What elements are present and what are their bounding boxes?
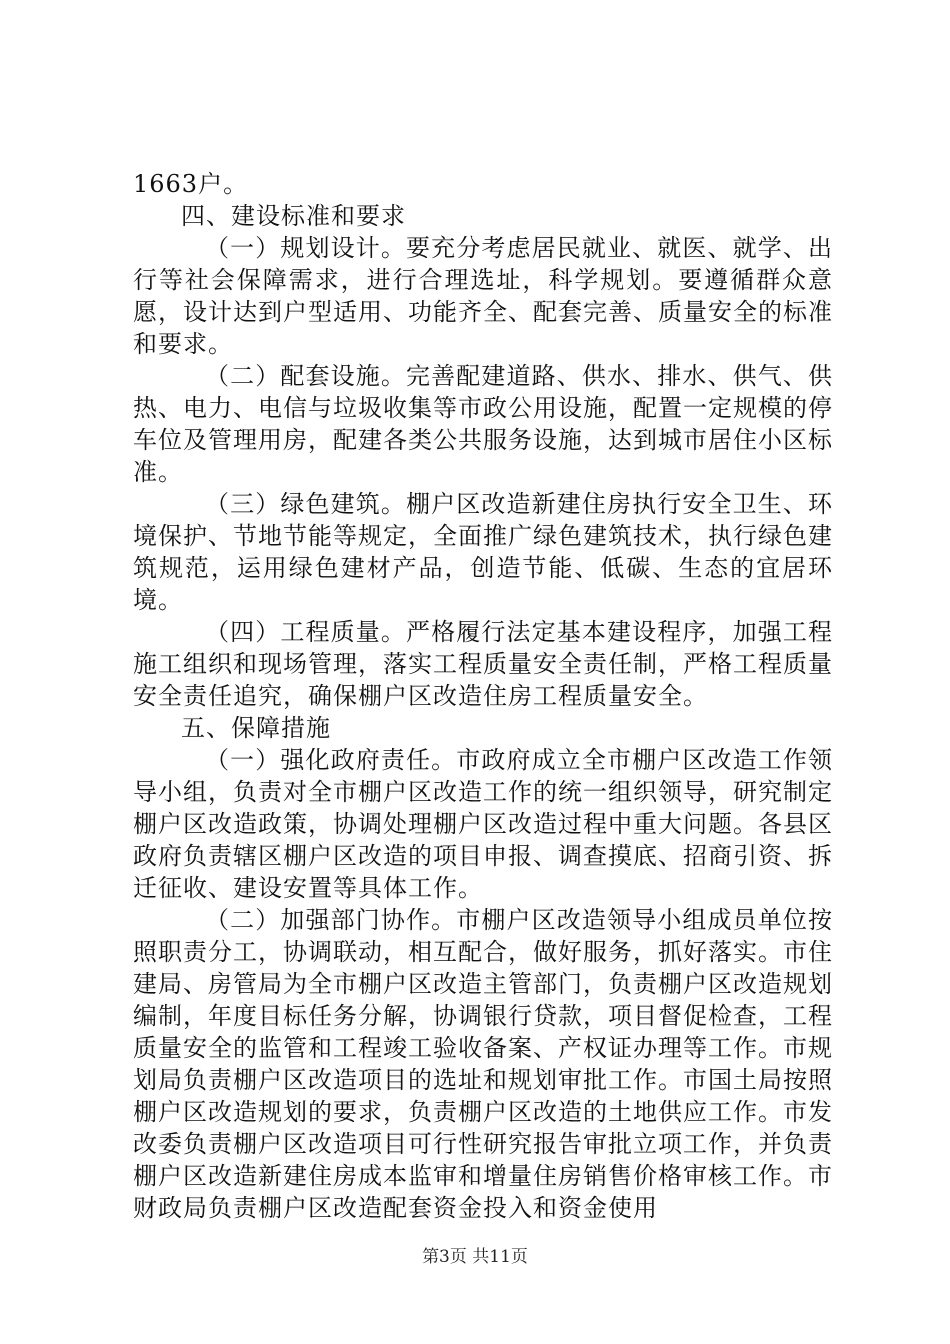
paragraph-supporting-facilities: （二）配套设施。完善配建道路、供水、排水、供气、供热、电力、电信与垃圾收集等市政公用设施，配置一定规模的停车位及管理用房，配建各类公共服务设施，达到城市居住小区标准。 xyxy=(133,362,833,486)
section-heading-safeguards: 五、保障措施 xyxy=(181,714,331,742)
page-number-footer: 第3页 共11页 xyxy=(422,1247,528,1267)
paragraph-department-cooperation: （二）加强部门协作。市棚户区改造领导小组成员单位按照职责分工，协调联动，相互配合，做好服务，抓好落实。市住建局、房管局为全市棚户区改造主管部门，负责棚户区改造规划编制，年度目标任务分解，协调银行贷款，项目督促检查，工程质量安全的监管和工程竣工验收备案、产权证办理等工作。市规划局负责棚户区改造项目的选址和规划审批工作。市国土局按照棚户区改造规划的要求，负责棚户区改造的土地供应工作。市发改委负责棚户区改造项目可行性研究报告审批立项工作，并负责棚户区改造新建住房成本监审和增量住房销售价格审核工作。市财政局负责棚户区改造配套资金投入和资金使用 xyxy=(133,906,833,1222)
paragraph-engineering-quality: （四）工程质量。严格履行法定基本建设程序，加强工程施工组织和现场管理，落实工程质量安全责任制，严格工程质量安全责任追究，确保棚户区改造住房工程质量安全。 xyxy=(133,618,833,710)
paragraph-green-building: （三）绿色建筑。棚户区改造新建住房执行安全卫生、环境保护、节地节能等规定，全面推广绿色建筑技术，执行绿色建筑规范，运用绿色建材产品，创造节能、低碳、生态的宜居环境。 xyxy=(133,490,833,614)
document-body xyxy=(133,168,833,1224)
paragraph-government-responsibility: （一）强化政府责任。市政府成立全市棚户区改造工作领导小组，负责对全市棚户区改造工作的统一组织领导，研究制定棚户区改造政策，协调处理棚户区改造过程中重大问题。各县区政府负责辖区棚户区改造的项目申报、调查摸底、招商引资、拆迁征收、建设安置等具体工作。 xyxy=(133,746,833,902)
section-heading-standards: 四、建设标准和要求 xyxy=(181,202,406,230)
paragraph-continuation: 1663户。 xyxy=(133,170,249,198)
paragraph-planning-design: （一）规划设计。要充分考虑居民就业、就医、就学、出行等社会保障需求，进行合理选址，科学规划。要遵循群众意愿，设计达到户型适用、功能齐全、配套完善、质量安全的标准和要求。 xyxy=(133,234,833,358)
